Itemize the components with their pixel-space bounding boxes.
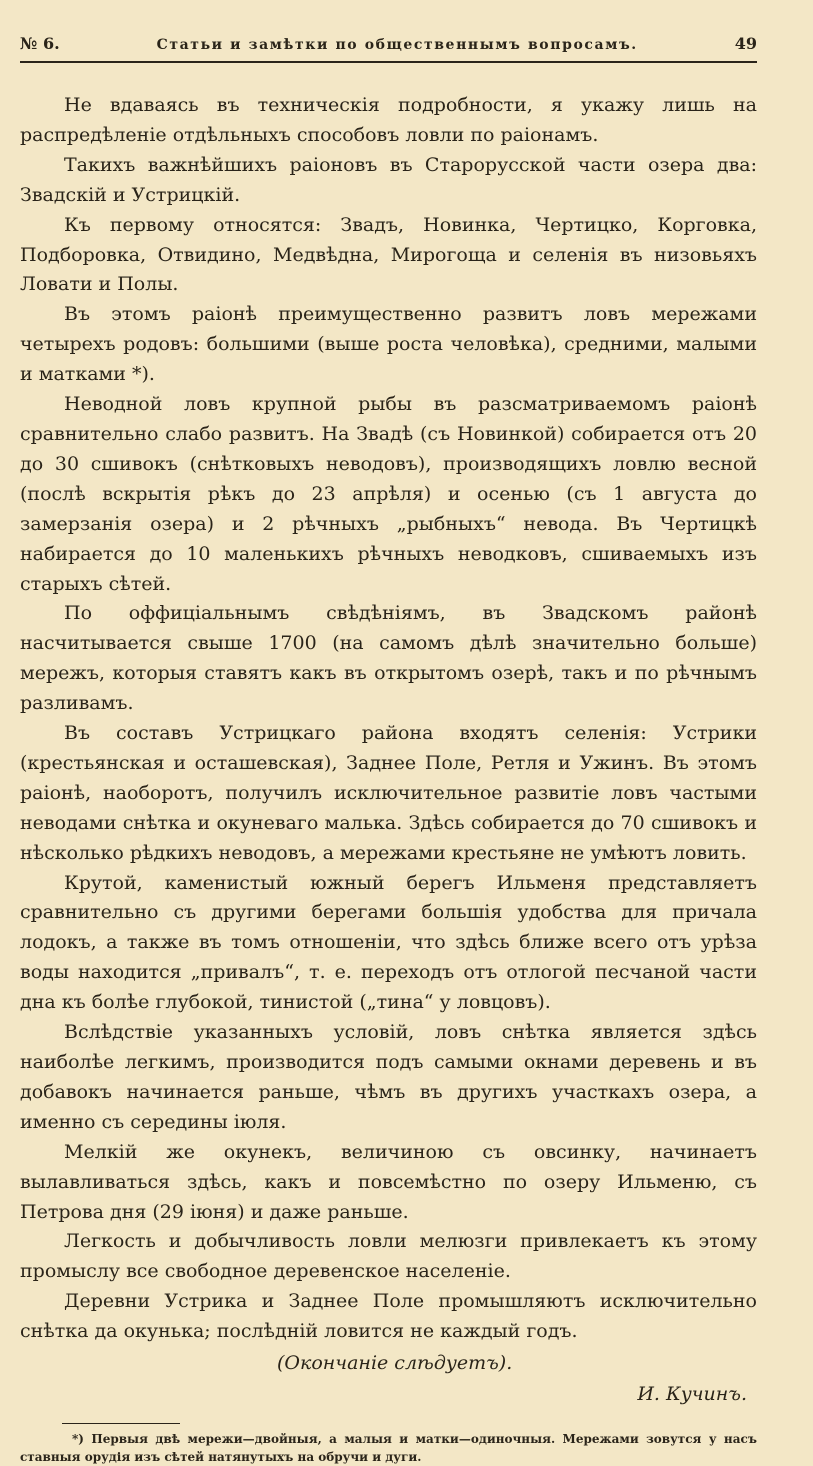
issue-number: № 6. bbox=[20, 34, 60, 53]
paragraph: Въ этомъ раіонѣ преимущественно развитъ ловъ мережами четырехъ родовъ: большими (выше роста человѣка), средними, малыми и матками *). bbox=[20, 303, 757, 386]
paragraph: Крутой, каменистый южный берегъ Ильменя представляетъ сравнительно съ другими берегами большія удобства для причала лодокъ, а также въ томъ отношеніи, что здѣсь ближе всего отъ урѣза воды находится „привалъ“, т. е. переходъ отъ отлогой песчаной части дна къ болѣе глубокой, тинистой („тина“ у ловцовъ). bbox=[20, 871, 757, 1014]
running-header bbox=[20, 28, 757, 63]
paragraph: Такихъ важнѣйшихъ раіоновъ въ Старорусской части озера два: Звадскій и Устрицкій. bbox=[20, 153, 757, 206]
paragraph: Неводной ловъ крупной рыбы въ разсматриваемомъ раіонѣ сравнительно слабо развитъ. На Звадѣ (съ Новинкой) собирается отъ 20 до 30 сшивокъ (снѣтковыхъ неводовъ), производящихъ ловлю весной (послѣ вскрытія рѣкъ до 23 апрѣля) и осенью (съ 1 августа до замерзанія озера) и 2 рѣчныхъ „рыбныхъ“ невода. Въ Чертицкѣ набирается до 10 маленькихъ рѣчныхъ неводковъ, сшиваемыхъ изъ старыхъ сѣтей. bbox=[20, 393, 757, 595]
paragraph: Деревни Устрика и Заднее Поле промышляютъ исключительно снѣтка да окунька; послѣдній ловится не каждый годъ. bbox=[20, 1290, 757, 1343]
paragraph: Къ первому относятся: Звадъ, Новинка, Чертицко, Корговка, Подборовка, Отвидино, Медвѣдна, Мирогоща и селенія въ низовьяхъ Ловати и Полы. bbox=[20, 213, 757, 296]
article-body bbox=[20, 91, 757, 1347]
footnote bbox=[20, 1430, 757, 1466]
paragraph: Вслѣдствіе указанныхъ условій, ловъ снѣтка является здѣсь наиболѣе легкимъ, производится подъ самыми окнами деревень и въ добавокъ начинается раньше, чѣмъ въ другихъ участкахъ озера, а именно съ середины іюля. bbox=[20, 1021, 757, 1133]
paragraph: Не вдаваясь въ техническія подробности, я укажу лишь на распредѣленіе отдѣльныхъ способовъ ловли по раіонамъ. bbox=[20, 94, 757, 146]
footnote-text: *) Первыя двѣ мережи—двойныя, а малыя и матки—одиночныя. Мережами зовутся у насъ ставныя орудія изъ сѣтей натянутыхъ на обручи и дуги. bbox=[20, 1432, 757, 1465]
author-signature: И. Кучинъ. bbox=[637, 1383, 747, 1406]
continuation-note: (Окончаніе слѣдуетъ). bbox=[277, 1352, 513, 1375]
page-number: 49 bbox=[734, 34, 757, 53]
section-title: Статьи и замѣтки по общественнымъ вопросамъ. bbox=[156, 37, 638, 53]
paragraph: Мелкій же окунекъ, величиною съ овсинку, начинаетъ вылавливаться здѣсь, какъ и повсемѣстно по озеру Ильменю, съ Петрова дня (29 іюня) и даже раньше. bbox=[20, 1140, 757, 1223]
paragraph: Легкость и добычливость ловли мелюзги привлекаетъ къ этому промыслу все свободное деревенское населеніе. bbox=[20, 1230, 757, 1283]
footnote-divider bbox=[62, 1423, 180, 1424]
paragraph: По оффиціальнымъ свѣдѣніямъ, въ Звадскомъ районѣ насчитывается свыше 1700 (на самомъ дѣлѣ значительно больше) мережъ, которыя ставятъ какъ въ открытомъ озерѣ, такъ и по рѣчнымъ разливамъ. bbox=[20, 602, 757, 715]
paragraph: Въ составъ Устрицкаго района входятъ селенія: Устрики (крестьянская и осташевская), Заднее Поле, Ретля и Ужинъ. Въ этомъ раіонѣ, наоборотъ, получилъ исключительное развитіе ловъ частыми неводами снѣтка и окуневаго малька. Здѣсь собирается до 70 сшивокъ и нѣсколько рѣдкихъ неводовъ, а мережами крестьяне не умѣютъ ловить. bbox=[20, 722, 757, 864]
